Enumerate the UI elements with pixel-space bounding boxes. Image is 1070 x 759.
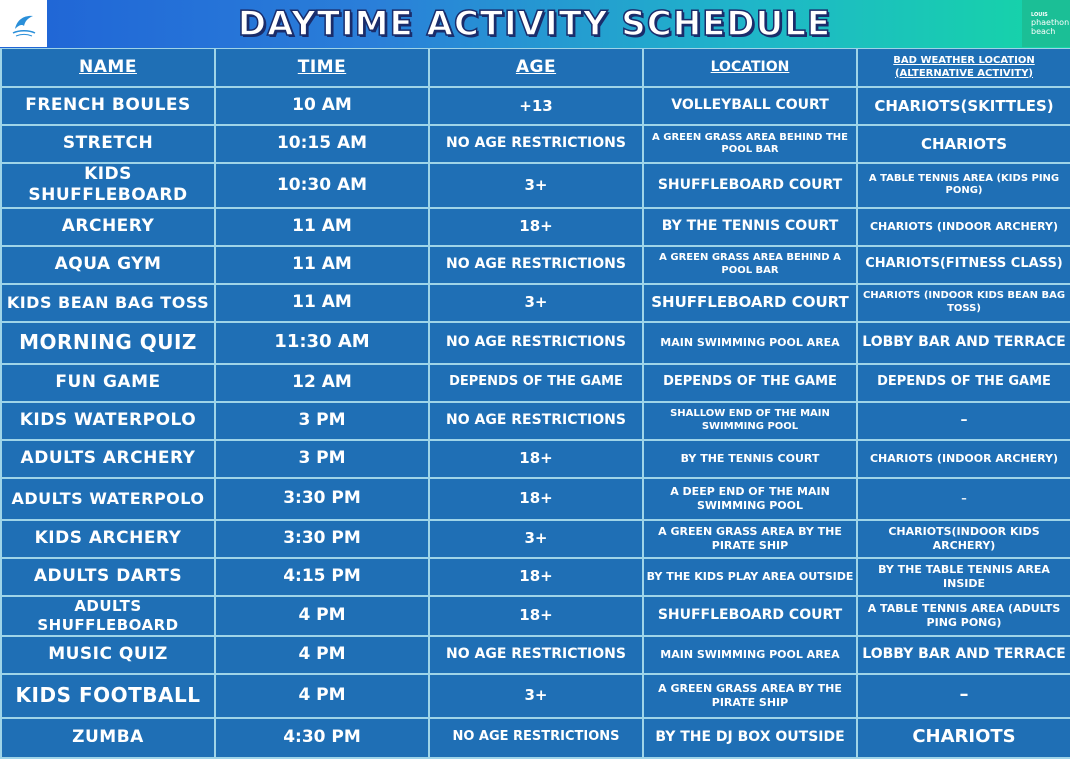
cell-location: A GREEN GRASS AREA BEHIND A POOL BAR: [644, 247, 856, 283]
cell-bad-weather: CHARIOTS (INDOOR KIDS BEAN BAG TOSS): [858, 285, 1070, 321]
cell-age: NO AGE RESTRICTIONS: [430, 126, 642, 162]
table-row: [2, 637, 1070, 673]
table-row: [2, 285, 1070, 321]
table-row: [2, 441, 1070, 477]
cell-age: 18+: [430, 441, 642, 477]
cell-time: 4:30 PM: [216, 719, 428, 757]
col-header-age: AGE: [430, 49, 642, 86]
cell-bad-weather: CHARIOTS (INDOOR ARCHERY): [858, 441, 1070, 477]
cell-name: KIDS SHUFFLEBOARD: [2, 164, 214, 207]
cell-age: 18+: [430, 479, 642, 519]
cell-location: SHUFFLEBOARD COURT: [644, 597, 856, 635]
cell-time: 4:15 PM: [216, 559, 428, 595]
cell-age: 18+: [430, 597, 642, 635]
cell-location: SHALLOW END OF THE MAIN SWIMMING POOL: [644, 403, 856, 439]
cell-name: ADULTS DARTS: [2, 559, 214, 595]
cell-bad-weather: LOBBY BAR AND TERRACE: [858, 637, 1070, 673]
cell-name: ADULTS ARCHERY: [2, 441, 214, 477]
table-row: [2, 209, 1070, 245]
cell-bad-weather: CHARIOTS(FITNESS CLASS): [858, 247, 1070, 283]
cell-name: FRENCH BOULES: [2, 88, 214, 124]
cell-location: SHUFFLEBOARD COURT: [644, 285, 856, 321]
cell-time: 3:30 PM: [216, 479, 428, 519]
cell-time: 4 PM: [216, 597, 428, 635]
cell-bad-weather: LOBBY BAR AND TERRACE: [858, 323, 1070, 363]
cell-name: MUSIC QUIZ: [2, 637, 214, 673]
cell-bad-weather: A TABLE TENNIS AREA (ADULTS PING PONG): [858, 597, 1070, 635]
cell-name: AQUA GYM: [2, 247, 214, 283]
brand-logo-line1: phaethon: [1031, 17, 1070, 27]
cell-name: MORNING QUIZ: [2, 323, 214, 363]
cell-time: 10 AM: [216, 88, 428, 124]
cell-time: 3 PM: [216, 403, 428, 439]
cell-time: 11:30 AM: [216, 323, 428, 363]
cell-age: NO AGE RESTRICTIONS: [430, 637, 642, 673]
cell-age: DEPENDS OF THE GAME: [430, 365, 642, 401]
table-row: [2, 126, 1070, 162]
brand-logo-line2: beach: [1031, 26, 1056, 36]
cell-age: NO AGE RESTRICTIONS: [430, 403, 642, 439]
resort-logo: [0, 0, 47, 47]
table-row: [2, 719, 1070, 757]
table-row: [2, 521, 1070, 557]
cell-bad-weather: CHARIOTS (INDOOR ARCHERY): [858, 209, 1070, 245]
table-row: [2, 164, 1070, 207]
table-row: [2, 479, 1070, 519]
cell-location: SHUFFLEBOARD COURT: [644, 164, 856, 207]
table-row: [2, 247, 1070, 283]
table-header-row: [2, 49, 1070, 86]
dolphin-logo-icon: [7, 7, 41, 41]
cell-time: 10:15 AM: [216, 126, 428, 162]
cell-bad-weather: CHARIOTS: [858, 719, 1070, 757]
cell-location: MAIN SWIMMING POOL AREA: [644, 637, 856, 673]
cell-location: BY THE DJ BOX OUTSIDE: [644, 719, 856, 757]
cell-name: ADULTS WATERPOLO: [2, 479, 214, 519]
cell-name: KIDS ARCHERY: [2, 521, 214, 557]
header-banner: [0, 0, 1070, 48]
cell-bad-weather: CHARIOTS(SKITTLES): [858, 88, 1070, 124]
col-header-name: NAME: [2, 49, 214, 86]
cell-time: 3 PM: [216, 441, 428, 477]
cell-location: BY THE TENNIS COURT: [644, 209, 856, 245]
cell-name: ZUMBA: [2, 719, 214, 757]
cell-bad-weather: CHARIOTS: [858, 126, 1070, 162]
schedule-table: [0, 47, 1070, 759]
cell-time: 11 AM: [216, 247, 428, 283]
cell-time: 3:30 PM: [216, 521, 428, 557]
table-row: [2, 403, 1070, 439]
cell-location: A GREEN GRASS AREA BEHIND THE POOL BAR: [644, 126, 856, 162]
cell-age: 3+: [430, 521, 642, 557]
cell-location: BY THE KIDS PLAY AREA OUTSIDE: [644, 559, 856, 595]
table-row: [2, 597, 1070, 635]
brand-logo-small: LOUIS: [1031, 11, 1048, 18]
cell-age: NO AGE RESTRICTIONS: [430, 247, 642, 283]
cell-age: 18+: [430, 559, 642, 595]
cell-location: BY THE TENNIS COURT: [644, 441, 856, 477]
cell-bad-weather: A TABLE TENNIS AREA (KIDS PING PONG): [858, 164, 1070, 207]
cell-location: A GREEN GRASS AREA BY THE PIRATE SHIP: [644, 521, 856, 557]
cell-time: 11 AM: [216, 285, 428, 321]
cell-name: KIDS FOOTBALL: [2, 675, 214, 717]
table-row: [2, 559, 1070, 595]
cell-name: FUN GAME: [2, 365, 214, 401]
cell-time: 12 AM: [216, 365, 428, 401]
page-title: DAYTIME ACTIVITY SCHEDULE: [237, 4, 832, 44]
cell-bad-weather: CHARIOTS(INDOOR KIDS ARCHERY): [858, 521, 1070, 557]
cell-location: MAIN SWIMMING POOL AREA: [644, 323, 856, 363]
cell-location: A DEEP END OF THE MAIN SWIMMING POOL: [644, 479, 856, 519]
table-row: [2, 323, 1070, 363]
cell-location: DEPENDS OF THE GAME: [644, 365, 856, 401]
cell-name: STRETCH: [2, 126, 214, 162]
brand-logo: [1022, 0, 1070, 47]
cell-name: ADULTS SHUFFLEBOARD: [2, 597, 214, 635]
col-header-time: TIME: [216, 49, 428, 86]
cell-location: VOLLEYBALL COURT: [644, 88, 856, 124]
cell-name: KIDS BEAN BAG TOSS: [2, 285, 214, 321]
cell-age: 3+: [430, 164, 642, 207]
cell-time: 10:30 AM: [216, 164, 428, 207]
cell-age: NO AGE RESTRICTIONS: [430, 323, 642, 363]
cell-age: 18+: [430, 209, 642, 245]
cell-bad-weather: –: [858, 479, 1070, 519]
cell-age: 3+: [430, 675, 642, 717]
cell-time: 11 AM: [216, 209, 428, 245]
table-row: [2, 88, 1070, 124]
cell-bad-weather: DEPENDS OF THE GAME: [858, 365, 1070, 401]
cell-bad-weather: –: [858, 675, 1070, 717]
cell-location: A GREEN GRASS AREA BY THE PIRATE SHIP: [644, 675, 856, 717]
cell-name: ARCHERY: [2, 209, 214, 245]
col-header-bad-weather: BAD WEATHER LOCATION (ALTERNATIVE ACTIVITY): [858, 49, 1070, 86]
cell-age: +13: [430, 88, 642, 124]
cell-age: 3+: [430, 285, 642, 321]
cell-time: 4 PM: [216, 675, 428, 717]
cell-time: 4 PM: [216, 637, 428, 673]
table-row: [2, 365, 1070, 401]
cell-bad-weather: BY THE TABLE TENNIS AREA INSIDE: [858, 559, 1070, 595]
cell-age: NO AGE RESTRICTIONS: [430, 719, 642, 757]
cell-name: KIDS WATERPOLO: [2, 403, 214, 439]
cell-bad-weather: –: [858, 403, 1070, 439]
table-row: [2, 675, 1070, 717]
col-header-location: LOCATION: [644, 49, 856, 86]
